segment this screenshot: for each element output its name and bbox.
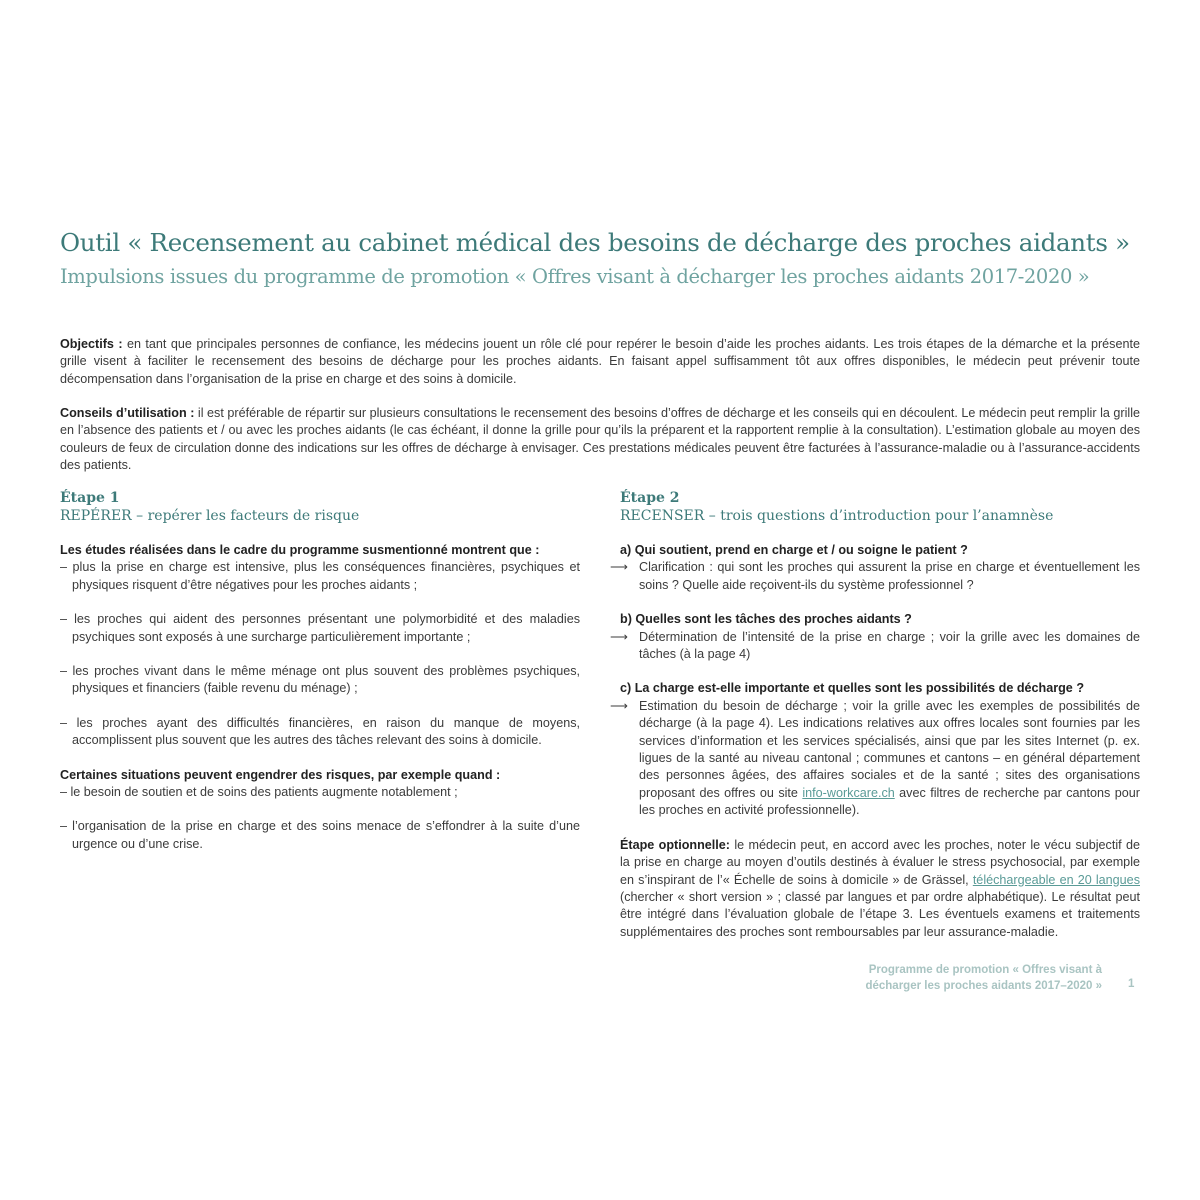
- info-workcare-link[interactable]: info-workcare.ch: [802, 785, 895, 800]
- page-number: 1: [1128, 978, 1135, 990]
- page-subtitle: Impulsions issues du programme de promotion « Offres visant à décharger les proches aidants 2017-2020 »: [60, 265, 1090, 288]
- answer-text: Estimation du besoin de décharge ; voir la grille avec les exemples de possibilités de décharge (à la page 4). Les indications relatives aux offres locales sont fournies par les services d’information et les services spécialisés, ainsi que par les sites Internet (p. ex. ligues de la santé au niveau cantonal ; communes et cantons – en général département des personnes âgées, des affaires sociales et de la santé ; sites des organisations proposant des offres ou site: [639, 698, 1140, 800]
- list-item: – les proches ayant des difficultés financières, en raison du manque de moyens, accomplissent plus souvent que les autres des tâches relevant des soins à domicile.: [60, 715, 580, 748]
- step1-heading: REPÉRER – repérer les facteurs de risque: [60, 507, 360, 524]
- optional-label: Étape optionnelle:: [620, 837, 730, 852]
- optional-step-paragraph: [620, 837, 1140, 941]
- answer-text-end: avec filtres de recherche par cantons pour les proches en activité professionnelle).: [639, 785, 1140, 818]
- question-c: c) La charge est-elle importante et quelles sont les possibilités de décharge ?: [620, 681, 1085, 696]
- step1-header: [60, 490, 580, 525]
- conseils-label: Conseils d’utilisation :: [60, 406, 195, 420]
- list-item: – l’organisation de la prise en charge et des soins menace de s’effondrer à la suite d’une urgence ou d’une crise.: [60, 819, 580, 851]
- studies-heading: Les études réalisées dans le cadre du programme susmentionné montrent que :: [60, 543, 540, 557]
- optional-text-end: (chercher « short version » ; classé par langues et par ordre alphabétique). Le résultat peut être intégré dans l’évaluation globale de l’étape 3. Les éventuels examens et traitements supplémentaires des proches sont remboursables par leur assurance-maladie.: [620, 889, 1140, 939]
- answer-c: [610, 698, 1140, 820]
- step2-header: [620, 490, 1140, 525]
- conseils-paragraph: [60, 405, 1140, 475]
- arrow-right-icon: ⟶: [610, 698, 629, 713]
- objectifs-text: en tant que principales personnes de confiance, les médecins jouent un rôle clé pour repérer le besoin d’aide les proches aidants. Les trois étapes de la démarche et la présente grille visent à faciliter le recensement des besoins de décharge pour les proches aidants. En faisant appel suffisamment tôt aux offres disponibles, le médecin peut prévenir toute décompensation dans l’organisation de la prise en charge et des soins à domicile.: [60, 337, 1140, 386]
- answer-b: [610, 629, 1140, 664]
- conseils-text: il est préférable de répartir sur plusieurs consultations le recensement des besoins d’offres de décharge et les conseils qui en découlent. Le médecin peut remplir la grille en l’absence des patients et / ou avec les proches aidants (le cas échéant, il donne la grille pour qu’ils la préparent et la rapportent remplie à la consultation). L’estimation globale au moyen des couleurs de feux de circulation donne des indications sur les offres de décharge à envisager. Ces prestations médicales peuvent être facturées à l’assurance-maladie ou à l’assurance-accidents des patients.: [60, 406, 1140, 473]
- step1-body: [60, 542, 580, 853]
- optional-text: le médecin peut, en accord avec les proches, noter le vécu subjectif de la prise en charge au moyen d’outils destinés à évaluer le stress psychosocial, par exemple en s’inspirant de l’« Échelle de soins à domicile » de Grässel,: [620, 837, 1140, 887]
- objectifs-paragraph: [60, 336, 1140, 388]
- list-item: – les proches qui aident des personnes présentant une polymorbidité et des maladies psychiques sont exposés à une surcharge particulièrement importante ;: [60, 612, 580, 644]
- page-title: Outil « Recensement au cabinet médical des besoins de décharge des proches aidants »: [60, 228, 1130, 257]
- risks-heading: Certaines situations peuvent engendrer des risques, par exemple quand :: [60, 767, 501, 782]
- list-item: – le besoin de soutien et de soins des patients augmente notablement ;: [60, 785, 458, 800]
- list-item: – plus la prise en charge est intensive, plus les conséquences financières, psychiques et physiques risquent d’être négatives pour les proches aidants ;: [60, 560, 580, 592]
- step2-body: [610, 542, 1140, 941]
- question-a: a) Qui soutient, prend en charge et / ou soigne le patient ?: [620, 543, 968, 557]
- answer-text: Clarification : qui sont les proches qui assurent la prise en charge et éventuellement les soins ? Quelle aide reçoivent-ils du système professionnel ?: [639, 560, 1140, 592]
- footer-program: Programme de promotion « Offres visant à décharger les proches aidants 2017–2020 »: [865, 964, 1102, 992]
- question-b: b) Quelles sont les tâches des proches aidants ?: [620, 612, 912, 627]
- step1-number: Étape 1: [60, 490, 120, 506]
- step2-heading: RECENSER – trois questions d’introduction pour l’anamnèse: [620, 507, 1054, 524]
- step2-number: Étape 2: [620, 490, 680, 506]
- arrow-right-icon: ⟶: [610, 560, 629, 575]
- answer-text: Détermination de l’intensité de la prise en charge ; voir la grille avec les domaines de tâches (à la page 4): [639, 629, 1140, 662]
- arrow-right-icon: ⟶: [610, 629, 629, 644]
- list-item: – les proches vivant dans le même ménage ont plus souvent des problèmes psychiques, physiques et financiers (faible revenu du ménage) ;: [60, 664, 580, 696]
- download-link[interactable]: téléchargeable en 20 langues: [972, 872, 1140, 887]
- objectifs-label: Objectifs :: [60, 337, 123, 351]
- answer-a: [610, 559, 1140, 594]
